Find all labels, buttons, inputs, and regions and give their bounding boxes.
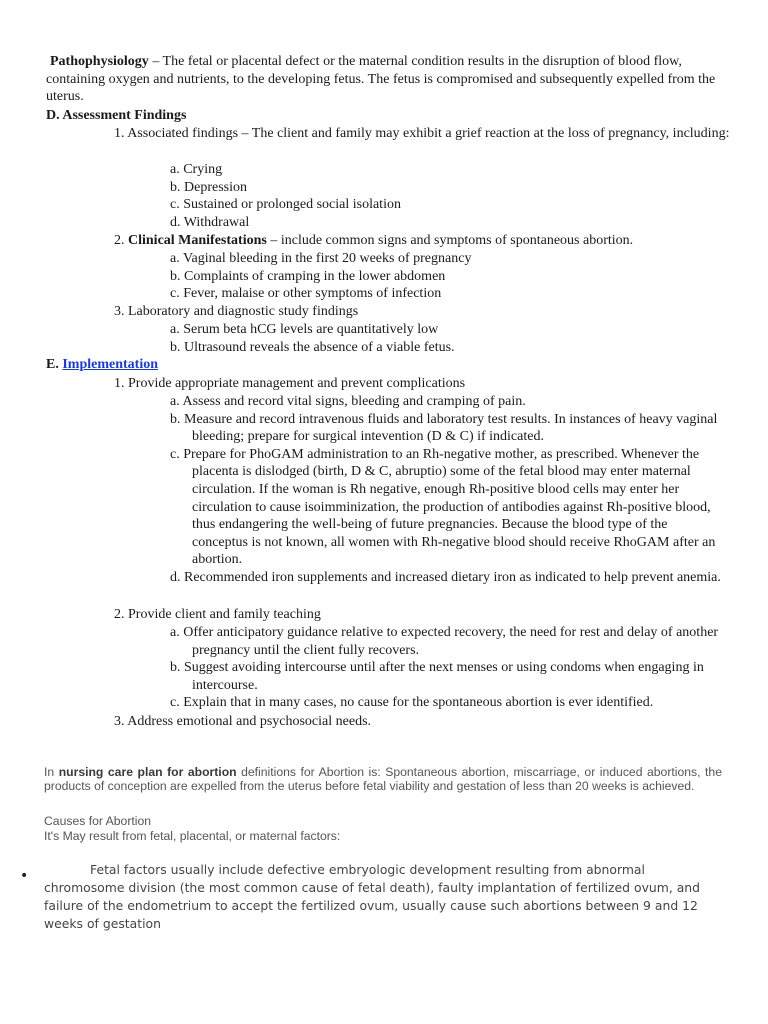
intro-bold: nursing care plan for abortion <box>58 765 237 779</box>
item-number: 3. <box>114 714 125 729</box>
sub-text: Offer anticipatory guidance relative to expected recovery, the need for rest and delay of another pregnancy until the client fully recovers. <box>183 625 719 658</box>
sub-text: Explain that in many cases, no cause for the spontaneous abortion is ever identified. <box>183 695 654 711</box>
sub-letter: c. <box>170 695 180 711</box>
sub-text: Depression <box>184 179 247 195</box>
item-number: 2. <box>114 233 125 248</box>
item-text: Provide client and family teaching <box>128 607 321 622</box>
sub-letter: c. <box>170 446 180 462</box>
list-item <box>170 214 690 232</box>
section-d-item-3 <box>114 303 714 321</box>
item-text: – include common signs and symptoms of spontaneous abortion. <box>266 233 634 248</box>
section-e-item-2 <box>114 606 714 624</box>
sub-letter: b. <box>170 339 181 355</box>
item-number: 2. <box>114 607 125 622</box>
list-item <box>170 321 690 339</box>
implementation-link[interactable]: Implementation <box>62 357 159 372</box>
section-d-item-3-sub <box>170 321 690 356</box>
section-e-prefix: E. <box>46 357 63 372</box>
item-number: 3. <box>114 304 125 319</box>
sub-text: Vaginal bleeding in the first 20 weeks of pregnancy <box>182 251 472 266</box>
sub-text: Prepare for PhoGAM administration to an Rh-negative mother, as prescribed. Whenever the placenta is dislodged (birth, D & C, abruptio) some of the fetal blood may enter maternal circulation. If the woman is Rh negative, enough Rh-positive blood cells may enter her circulation to cause isoimminization, the production of antibodies against Rh-positive blood, thus endangering the well-being of future pregnancies. Because the blood type of the conceptus is not known, all women with Rh-negative blood should receive RhoGAM after an abortion. <box>183 446 716 568</box>
bullet-paragraph <box>44 861 724 933</box>
list-item <box>170 179 690 197</box>
list-item <box>170 250 690 268</box>
bullet-text: Fetal factors usually include defective embryologic development resulting from abnormal chromosome division (the most common cause of fetal death), faulty implantation of fertilized ovum, and failure of the endometrium to accept the fertilized ovum, usually cause such abortions between 9 and 12 weeks of gestation <box>44 862 701 931</box>
sub-text: Suggest avoiding intercourse until after the next menses or using condoms when engaging in intercourse. <box>184 660 704 693</box>
section-d-heading-text: D. Assessment Findings <box>46 108 187 123</box>
section-e-item-1 <box>114 375 714 393</box>
sub-text: Serum beta hCG levels are quantitatively low <box>183 322 439 337</box>
sub-letter: c. <box>170 197 180 213</box>
section-d-heading <box>46 107 186 125</box>
list-item <box>170 569 722 587</box>
sub-letter: a. <box>170 394 180 409</box>
sub-text: Crying <box>183 162 223 177</box>
list-item <box>170 161 690 179</box>
sub-text: Measure and record intravenous fluids and laboratory test results. In instances of heavy vaginal bleeding; prepare for surgical intevention (D & C) if indicated. <box>184 411 718 445</box>
sub-letter: b. <box>170 660 181 676</box>
sub-letter: a. <box>170 162 180 177</box>
item-text: Provide appropriate management and prevent complications <box>128 376 466 391</box>
causes-heading: Causes for Abortion <box>44 814 152 828</box>
item-bold: Clinical Manifestations <box>128 233 267 248</box>
sub-text: Complaints of cramping in the lower abdomen <box>184 268 446 284</box>
section-e-item-1-sub <box>170 393 722 587</box>
list-item <box>170 411 722 446</box>
list-item <box>170 339 690 357</box>
section-d-item-2 <box>114 232 714 250</box>
list-item <box>170 268 690 286</box>
list-item <box>170 393 722 411</box>
list-item <box>170 624 722 659</box>
sub-text: Recommended iron supplements and increased dietary iron as indicated to help prevent anemia. <box>184 569 721 585</box>
item-number: 1. <box>114 376 125 391</box>
sub-text: Ultrasound reveals the absence of a viable fetus. <box>184 339 455 355</box>
item-text: Associated findings – The client and family may exhibit a grief reaction at the loss of pregnancy, including: <box>127 126 730 141</box>
pathophysiology-paragraph <box>46 53 726 106</box>
section-d-item-2-sub <box>170 250 690 303</box>
list-item <box>170 446 722 569</box>
sub-text: Assess and record vital signs, bleeding and cramping of pain. <box>182 394 526 409</box>
sub-letter: a. <box>170 625 180 640</box>
item-text: Address emotional and psychosocial needs. <box>127 714 372 729</box>
list-item <box>170 196 690 214</box>
section-e-heading <box>46 356 158 374</box>
list-item <box>170 285 690 303</box>
sub-letter: a. <box>170 251 180 266</box>
sub-letter: b. <box>170 411 181 427</box>
pathophysiology-text: – The fetal or placental defect or the maternal condition results in the disruption of blood flow, containing oxygen and nutrients, to the developing fetus. The fetus is compromised and subsequently expelled from the uterus. <box>46 54 716 105</box>
section-e-item-2-sub <box>170 624 722 712</box>
sub-text: Withdrawal <box>183 214 250 230</box>
intro-text: definitions for Abortion is: Spontaneous abortion, miscarriage, or induced abortions, the products of conception are expelled from the uterus before fetal viability and gestation of less than 20 weeks is achieved. <box>44 765 722 794</box>
sub-letter: b. <box>170 268 181 284</box>
list-item <box>170 694 722 712</box>
sub-letter: d. <box>170 569 181 585</box>
causes-subheading: It's May result from fetal, placental, or maternal factors: <box>44 829 341 843</box>
list-item <box>170 659 722 694</box>
pathophysiology-label: Pathophysiology <box>50 54 149 69</box>
section-d-item-1 <box>114 125 736 143</box>
intro-lead: In <box>44 765 59 779</box>
sub-text: Fever, malaise or other symptoms of infection <box>183 286 442 302</box>
sub-letter: a. <box>170 322 180 337</box>
sub-letter: b. <box>170 179 181 195</box>
bullet-icon: • <box>20 868 29 884</box>
sub-letter: c. <box>170 286 180 302</box>
item-number: 1. <box>114 126 125 141</box>
section-d-item-1-sub <box>170 161 690 231</box>
intro-paragraph <box>44 765 722 793</box>
sub-letter: d. <box>170 214 181 230</box>
sub-text: Sustained or prolonged social isolation <box>183 197 401 213</box>
item-text: Laboratory and diagnostic study findings <box>128 304 359 319</box>
section-e-item-3 <box>114 713 714 731</box>
